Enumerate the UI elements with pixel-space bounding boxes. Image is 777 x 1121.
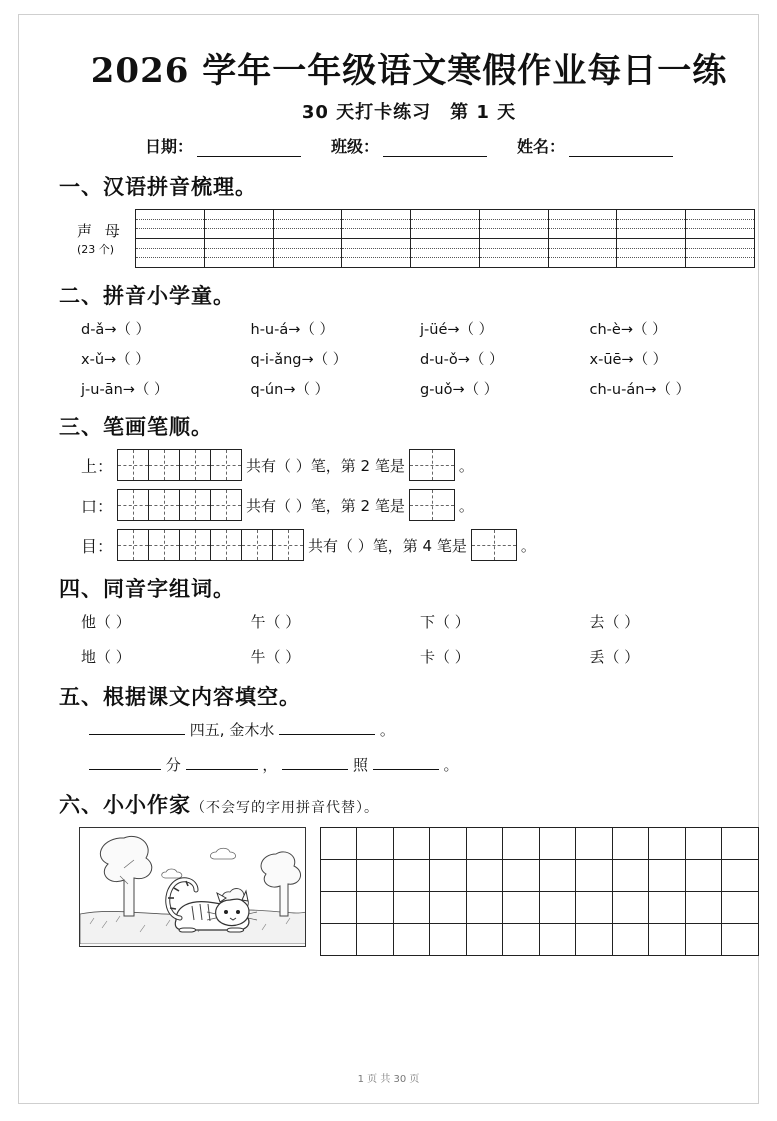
composition-grid-cell[interactable]: [722, 892, 759, 924]
page-subtitle: 30 天打卡练习 第 1 天: [301, 102, 517, 123]
tianzi-cell[interactable]: [149, 530, 180, 561]
composition-grid-cell[interactable]: [466, 924, 503, 956]
homophone-item[interactable]: 地（ ）: [81, 648, 131, 666]
pinyin-grid-cell[interactable]: [411, 210, 480, 239]
composition-grid-cell[interactable]: [685, 892, 722, 924]
composition-grid-cell[interactable]: [649, 924, 686, 956]
composition-grid-cell[interactable]: [466, 828, 503, 860]
section-2-heading: 二、拼音小学童。: [59, 283, 235, 308]
page-title: 2026 学年一年级语文寒假作业每日一练: [90, 51, 728, 91]
homophone-row: [81, 646, 759, 667]
composition-grid-cell[interactable]: [685, 860, 722, 892]
composition-grid-cell[interactable]: [649, 828, 686, 860]
meta-class-blank[interactable]: [383, 141, 487, 157]
tianzi-cell[interactable]: [180, 530, 211, 561]
pinyin-grid-cell[interactable]: [136, 210, 205, 239]
composition-grid-cell[interactable]: [503, 892, 540, 924]
fill-text: 分: [165, 756, 181, 774]
tianzi-cell[interactable]: [149, 490, 180, 521]
composition-grid-row: [320, 924, 758, 956]
stroke-row: [81, 529, 759, 561]
section-1-heading: 一、汉语拼音梳理。: [59, 174, 257, 199]
composition-grid-cell[interactable]: [320, 828, 357, 860]
stroke-answer-box[interactable]: [409, 449, 455, 481]
meta-class: [331, 134, 487, 157]
meta-name: [517, 134, 673, 157]
stroke-period: 。: [458, 456, 474, 475]
homophone-item[interactable]: 丢（ ）: [589, 648, 640, 666]
composition-grid-cell[interactable]: [503, 860, 540, 892]
composition-grid-cell[interactable]: [393, 892, 430, 924]
tianzi-cell[interactable]: [118, 530, 149, 561]
composition-grid-cell[interactable]: [722, 924, 759, 956]
stroke-answer-box[interactable]: [409, 489, 455, 521]
stroke-char: 目：: [81, 536, 114, 556]
tianzi-cell[interactable]: [118, 490, 149, 521]
pinyin-grid-cell[interactable]: [686, 210, 755, 239]
pinyin-grid-cell[interactable]: [479, 210, 548, 239]
tianzi-cell[interactable]: [211, 490, 242, 521]
pinyin-grid-cell[interactable]: [479, 239, 548, 268]
section-3-heading: 三、笔画笔顺。: [59, 414, 213, 439]
pinyin-grid-cell[interactable]: [617, 210, 686, 239]
stroke-char: 口：: [81, 496, 114, 516]
pinyin-row: [81, 378, 759, 399]
pinyin-item[interactable]: q-i-ǎng→（ ）: [250, 352, 348, 368]
section-4-heading: 四、同音字组词。: [59, 576, 235, 601]
composition-grid-cell[interactable]: [393, 828, 430, 860]
meta-name-blank[interactable]: [569, 141, 673, 157]
composition-grid-row: [320, 892, 758, 924]
tianzi-grid[interactable]: [117, 449, 242, 481]
stroke-answer-box[interactable]: [471, 529, 517, 561]
pinyin-grid-cell[interactable]: [273, 239, 342, 268]
composition-grid-cell[interactable]: [649, 860, 686, 892]
stroke-char: 上：: [81, 456, 114, 476]
pinyin-grid-cell[interactable]: [204, 239, 273, 268]
composition-grid-row: [320, 860, 758, 892]
composition-grid-cell[interactable]: [576, 828, 613, 860]
composition-grid-cell[interactable]: [320, 892, 357, 924]
pinyin-row: [81, 318, 759, 339]
homophone-item[interactable]: 牛（ ）: [250, 648, 301, 666]
composition-grid[interactable]: [320, 827, 759, 956]
tianzi-cell[interactable]: [211, 450, 242, 481]
pinyin-item[interactable]: ch-u-án→（ ）: [589, 382, 691, 398]
composition-grid-cell[interactable]: [612, 924, 649, 956]
tianzi-cell[interactable]: [149, 450, 180, 481]
composition-grid-cell[interactable]: [393, 860, 430, 892]
composition-grid-cell[interactable]: [539, 828, 576, 860]
tianzi-cell[interactable]: [118, 450, 149, 481]
section-6-hint: （不会写的字用拼音代替）。: [191, 800, 379, 816]
tianzi-cell[interactable]: [180, 450, 211, 481]
writing-prompt-picture: [79, 827, 306, 947]
pinyin-item[interactable]: j-üé→（ ）: [420, 322, 494, 338]
composition-grid-cell[interactable]: [612, 892, 649, 924]
meta-class-label: 班级：: [330, 137, 379, 156]
section-6-title: 六、小小作家: [59, 792, 191, 817]
stroke-question: 共有（ ）笔，第 2 笔是: [246, 456, 405, 475]
shengmu-count-text: (23 个): [77, 243, 115, 256]
composition-grid-cell[interactable]: [612, 860, 649, 892]
fill-blank[interactable]: [373, 755, 439, 770]
pinyin-grid-cell[interactable]: [617, 239, 686, 268]
fill-blank[interactable]: [279, 720, 375, 735]
composition-grid-cell[interactable]: [649, 892, 686, 924]
meta-date-label: 日期：: [144, 137, 193, 156]
pinyin-item[interactable]: j-u-ān→（ ）: [81, 382, 169, 398]
section-1-body: [77, 209, 759, 268]
stroke-period: 。: [458, 496, 474, 515]
stroke-question: 共有（ ）笔，第 4 笔是: [308, 536, 467, 555]
composition-grid-cell[interactable]: [722, 828, 759, 860]
composition-grid-cell[interactable]: [685, 828, 722, 860]
composition-grid-cell[interactable]: [539, 924, 576, 956]
homophone-item[interactable]: 去（ ）: [589, 613, 640, 631]
section-4-body: [81, 611, 759, 667]
composition-grid-cell[interactable]: [357, 892, 394, 924]
fill-text: 照: [352, 756, 368, 774]
shengmu-label-text: 声 母: [77, 222, 124, 240]
shengmu-label: [77, 209, 135, 268]
composition-grid-cell[interactable]: [466, 892, 503, 924]
pinyin-grid-cell[interactable]: [548, 239, 617, 268]
composition-grid-cell[interactable]: [722, 860, 759, 892]
composition-grid-cell[interactable]: [612, 828, 649, 860]
composition-grid-cell[interactable]: [539, 860, 576, 892]
pinyin-item[interactable]: q-ún→（ ）: [250, 382, 330, 398]
pinyin-item[interactable]: x-ūē→（ ）: [589, 352, 668, 368]
tianzi-cell[interactable]: [180, 490, 211, 521]
stroke-period: 。: [520, 536, 536, 555]
cat-scene-illustration: [80, 828, 306, 944]
fill-blank[interactable]: [186, 755, 258, 770]
fill-period: 。: [379, 721, 395, 739]
pinyin-grid-cell[interactable]: [411, 239, 480, 268]
tianzi-cell[interactable]: [211, 530, 242, 561]
fill-blank-line: [89, 754, 759, 775]
tianzi-cell[interactable]: [273, 530, 304, 561]
homophone-row: [81, 611, 759, 632]
fill-blank-line: [89, 719, 759, 740]
composition-grid-cell[interactable]: [430, 924, 467, 956]
pinyin-item[interactable]: ch-è→（ ）: [589, 322, 667, 338]
pinyin-item[interactable]: d-u-ǒ→（ ）: [420, 352, 504, 368]
fill-blank[interactable]: [89, 755, 161, 770]
fill-comma: ，: [262, 756, 278, 774]
pinyin-grid-cell[interactable]: [548, 210, 617, 239]
tianzi-cell[interactable]: [242, 530, 273, 561]
fill-text: 四五, 金木水: [189, 721, 275, 739]
meta-row: [59, 134, 759, 157]
pinyin-grid-row: [136, 239, 755, 268]
pinyin-grid-row: [136, 210, 755, 239]
section-5-body: [89, 719, 759, 775]
stroke-row: [81, 489, 759, 521]
composition-grid-cell[interactable]: [430, 860, 467, 892]
section-5-heading: 五、根据课文内容填空。: [59, 684, 301, 709]
composition-grid-cell[interactable]: [320, 924, 357, 956]
composition-grid-cell[interactable]: [503, 828, 540, 860]
content-area: [59, 43, 759, 956]
pinyin-grid-cell[interactable]: [204, 210, 273, 239]
homophone-item[interactable]: 下（ ）: [420, 613, 470, 631]
composition-grid-cell[interactable]: [576, 892, 613, 924]
section-2-body: [81, 318, 759, 399]
pinyin-item[interactable]: h-u-á→（ ）: [250, 322, 334, 338]
stroke-row: [81, 449, 759, 481]
meta-date: [145, 134, 301, 157]
pinyin-grid-cell[interactable]: [136, 239, 205, 268]
homophone-item[interactable]: 卡（ ）: [420, 648, 470, 666]
composition-grid-cell[interactable]: [503, 924, 540, 956]
stroke-question: 共有（ ）笔，第 2 笔是: [246, 496, 405, 515]
fill-blank[interactable]: [89, 720, 185, 735]
composition-grid-cell[interactable]: [430, 828, 467, 860]
pinyin-grid-cell[interactable]: [273, 210, 342, 239]
composition-grid-cell[interactable]: [357, 924, 394, 956]
pinyin-grid-cell[interactable]: [342, 210, 411, 239]
composition-grid-cell[interactable]: [430, 892, 467, 924]
fill-period: 。: [443, 756, 459, 774]
paper-sheet: [18, 14, 759, 1104]
meta-date-blank[interactable]: [197, 141, 301, 157]
composition-grid-cell[interactable]: [576, 924, 613, 956]
composition-grid-cell[interactable]: [685, 924, 722, 956]
tianzi-grid[interactable]: [117, 529, 304, 561]
pinyin-grid-cell[interactable]: [686, 239, 755, 268]
composition-grid-cell[interactable]: [576, 860, 613, 892]
composition-grid-cell[interactable]: [357, 828, 394, 860]
composition-grid-cell[interactable]: [320, 860, 357, 892]
pinyin-item[interactable]: x-ǔ→（ ）: [81, 352, 150, 368]
fill-blank[interactable]: [282, 755, 348, 770]
tianzi-grid[interactable]: [117, 489, 242, 521]
composition-grid-cell[interactable]: [466, 860, 503, 892]
homophone-item[interactable]: 午（ ）: [250, 613, 301, 631]
pinyin-row: [81, 348, 759, 369]
composition-grid-cell[interactable]: [393, 924, 430, 956]
homophone-item[interactable]: 他（ ）: [81, 613, 131, 631]
pinyin-item[interactable]: g-uǒ→（ ）: [420, 382, 499, 398]
page-footer: 1 页 共 30 页: [357, 1074, 420, 1085]
pinyin-four-line-grid[interactable]: [135, 209, 755, 268]
composition-grid-cell[interactable]: [539, 892, 576, 924]
meta-name-label: 姓名：: [517, 137, 566, 156]
composition-grid-row: [320, 828, 758, 860]
composition-grid-cell[interactable]: [357, 860, 394, 892]
section-6-body: [79, 827, 759, 956]
pinyin-grid-cell[interactable]: [342, 239, 411, 268]
section-3-body: [81, 449, 759, 561]
pinyin-item[interactable]: d-ǎ→（ ）: [81, 322, 151, 338]
section-6-heading: [59, 789, 759, 819]
